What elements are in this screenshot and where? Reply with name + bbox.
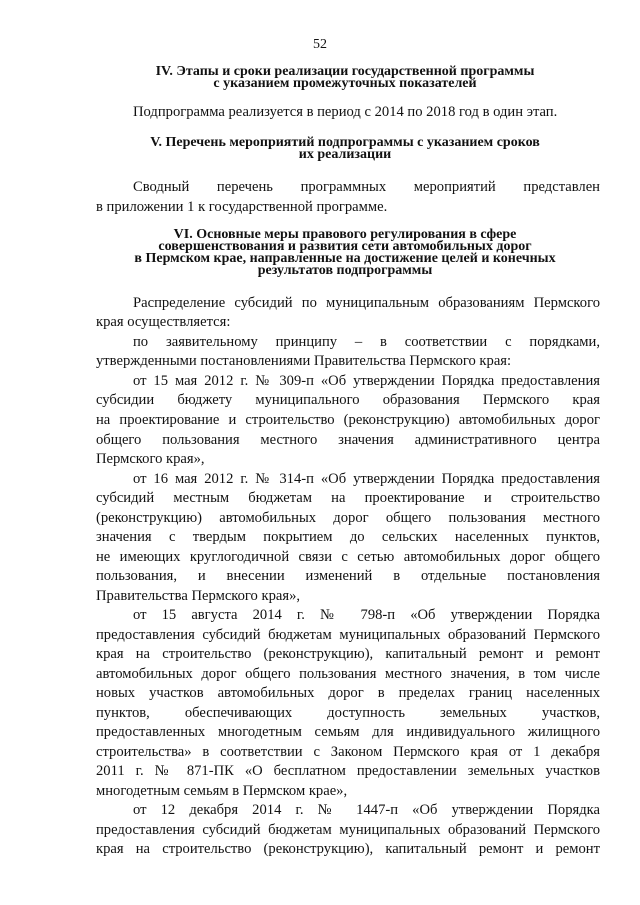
paragraph-line: предоставления субсидий бюджетам муниципальных образований Пермского [96, 822, 600, 838]
heading-line: IV. Этапы и сроки реализации государственной программы [155, 64, 535, 79]
paragraph-line: Правительства Пермского края», [96, 588, 301, 604]
paragraph-line: на проектирование и строительство (реконструкцию) автомобильных дорог [96, 412, 600, 428]
paragraph-line: пунктов, обеспечивающих доступность земельных участков, [96, 705, 600, 721]
paragraph-line: значения с твердым покрытием до сельских населенных пунктов, [96, 529, 600, 545]
paragraph-line: автомобильных дорог общего пользования местного значения, в том числе [96, 666, 600, 682]
page-number: 52 [313, 37, 327, 52]
paragraph-line: 2011 г. № 871-ПК «О бесплатном предоставлении земельных участков [96, 763, 600, 779]
paragraph-line: многодетным семьям в Пермском крае», [96, 783, 348, 799]
paragraph-line: пользования, и внесении изменений в отдельные постановления [96, 568, 600, 584]
paragraph-line: от 15 августа 2014 г. № 798-п «Об утверждении Порядка [133, 607, 600, 623]
paragraph-line: (реконструкцию) автомобильных дорог общего пользования местного [96, 510, 600, 526]
section-4-text: Подпрограмма реализуется в период с 2014 по 2018 год в один этап. [133, 104, 558, 120]
paragraph-line: края на строительство (реконструкцию), капитальный ремонт и ремонт [96, 841, 600, 857]
heading-line: V. Перечень мероприятий подпрограммы с указанием сроков [150, 135, 540, 150]
section-6-heading [90, 229, 600, 277]
paragraph-line: не имеющих круглогодичной связи с сетью автомобильных дорог общего [96, 549, 600, 565]
paragraph-line: предоставленных многодетным семьям для индивидуального жилищного [96, 724, 600, 740]
paragraph-line: Пермского края», [96, 451, 205, 467]
paragraph-line: утвержденными постановлениями Правительства Пермского края: [96, 353, 512, 369]
heading-line: совершенствования и развития сети автомобильных дорог [158, 239, 532, 254]
paragraph-line: от 15 мая 2012 г. № 309-п «Об утверждении Порядка предоставления [133, 373, 600, 389]
paragraph-line: новых участков автомобильных дорог в пределах границ населенных [96, 685, 600, 701]
paragraph-line: от 16 мая 2012 г. № 314-п «Об утверждении Порядка предоставления [133, 471, 600, 487]
heading-line: результатов подпрограммы [257, 263, 433, 278]
heading-line: VI. Основные меры правового регулирования в сфере [173, 227, 517, 242]
paragraph-line: субсидий местным бюджетам на проектирование и строительство [96, 490, 600, 506]
paragraph-line: в приложении 1 к государственной программе. [96, 199, 388, 215]
paragraph-line: общего пользования местного значения административного центра [96, 432, 600, 448]
paragraph-line: по заявительному принципу – в соответствии с порядками, [133, 334, 600, 350]
paragraph-line: субсидии бюджету муниципального образования Пермского края [96, 392, 600, 408]
paragraph-line: предоставления субсидий бюджетам муниципальных образований Пермского [96, 627, 600, 643]
paragraph-line: от 12 декабря 2014 г. № 1447-п «Об утверждении Порядка [133, 802, 600, 818]
paragraph-line: края на строительство (реконструкцию), капитальный ремонт и ремонт [96, 646, 600, 662]
paragraph-line: Сводный перечень программных мероприятий представлен [133, 179, 600, 195]
paragraph-line: Распределение субсидий по муниципальным образованиям Пермского [133, 295, 600, 311]
paragraph-line: строительства» в соответствии с Законом Пермского края от 1 декабря [96, 744, 600, 760]
section-4-heading [90, 66, 600, 90]
heading-line: в Пермском крае, направленные на достижение целей и конечных [134, 251, 556, 266]
section-5-heading [90, 137, 600, 161]
heading-line: их реализации [298, 147, 392, 162]
heading-line: с указанием промежуточных показателей [213, 76, 477, 91]
paragraph-line: края осуществляется: [96, 314, 231, 330]
